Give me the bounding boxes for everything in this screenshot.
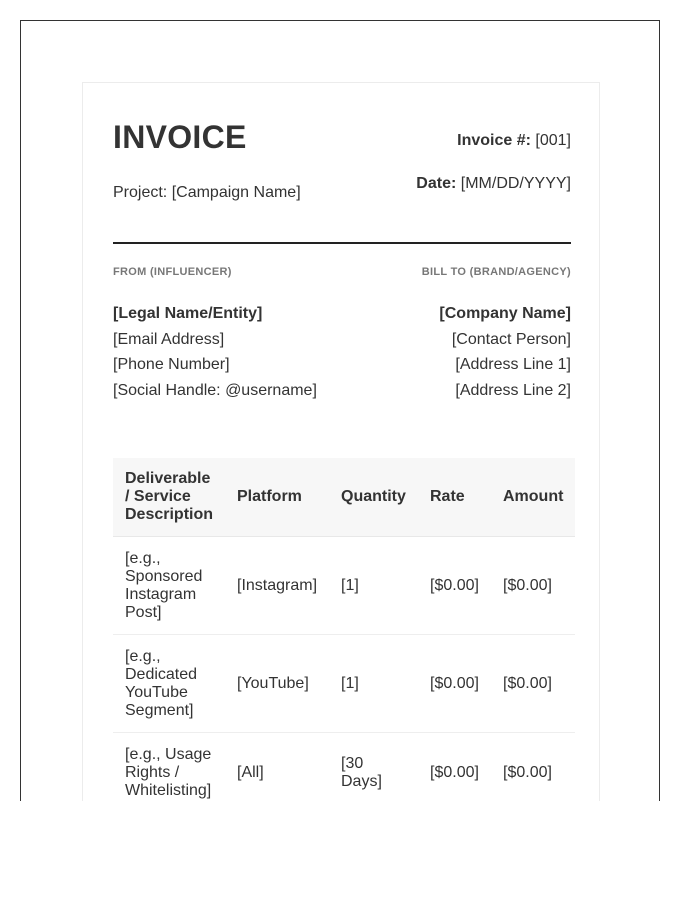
header-divider	[113, 242, 571, 244]
invoice-number-label: Invoice #:	[457, 132, 531, 149]
cell-amount: [$0.00]	[491, 537, 575, 635]
from-details	[113, 301, 317, 403]
cell-rate: [$0.00]	[418, 733, 491, 802]
from-section-label: FROM (INFLUENCER)	[113, 266, 232, 278]
bill-to-address-line-1: [Address Line 1]	[455, 356, 571, 374]
bill-to-section-label: BILL TO (BRAND/AGENCY)	[421, 266, 571, 278]
header-rate: Rate	[418, 458, 491, 537]
bill-to-details	[439, 301, 571, 403]
bill-to-company: [Company Name]	[439, 305, 571, 322]
invoice-date	[416, 175, 571, 193]
cell-quantity: [30 Days]	[329, 733, 418, 802]
cell-quantity: [1]	[329, 635, 418, 733]
header-platform: Platform	[225, 458, 329, 537]
page-frame	[20, 20, 660, 801]
cell-rate: [$0.00]	[418, 537, 491, 635]
header-amount: Amount	[491, 458, 575, 537]
from-social-handle: [Social Handle: @username]	[113, 381, 317, 399]
cell-platform: [YouTube]	[225, 635, 329, 733]
table-header	[113, 458, 575, 537]
from-legal-name: [Legal Name/Entity]	[113, 305, 263, 322]
from-phone: [Phone Number]	[113, 356, 230, 374]
invoice-date-label: Date:	[416, 175, 457, 192]
cell-platform: [All]	[225, 733, 329, 802]
cell-description: [e.g., Dedicated YouTube Segment]	[113, 635, 225, 733]
table-row	[113, 733, 575, 802]
bill-to-contact: [Contact Person]	[451, 330, 571, 348]
table-row	[113, 635, 575, 733]
table-body	[113, 537, 575, 802]
table-header-row	[113, 458, 575, 537]
invoice-date-value: [MM/DD/YYYY]	[460, 175, 571, 192]
invoice-number-value: [001]	[535, 132, 571, 149]
cell-amount: [$0.00]	[491, 635, 575, 733]
cell-platform: [Instagram]	[225, 537, 329, 635]
header-description: Deliverable / Service Description	[113, 458, 225, 537]
invoice-number	[457, 132, 571, 150]
cell-rate: [$0.00]	[418, 635, 491, 733]
cell-description: [e.g., Usage Rights / Whitelisting]	[113, 733, 225, 802]
cell-quantity: [1]	[329, 537, 418, 635]
line-items-table	[113, 458, 575, 801]
invoice-title: INVOICE	[113, 119, 247, 155]
invoice-paper	[82, 82, 600, 801]
cell-description: [e.g., Sponsored Instagram Post]	[113, 537, 225, 635]
bill-to-address-line-2: [Address Line 2]	[455, 381, 571, 399]
cell-amount: [$0.00]	[491, 733, 575, 802]
project-line: Project: [Campaign Name]	[113, 184, 301, 201]
table-row	[113, 537, 575, 635]
header-quantity: Quantity	[329, 458, 418, 537]
from-email: [Email Address]	[113, 330, 225, 348]
